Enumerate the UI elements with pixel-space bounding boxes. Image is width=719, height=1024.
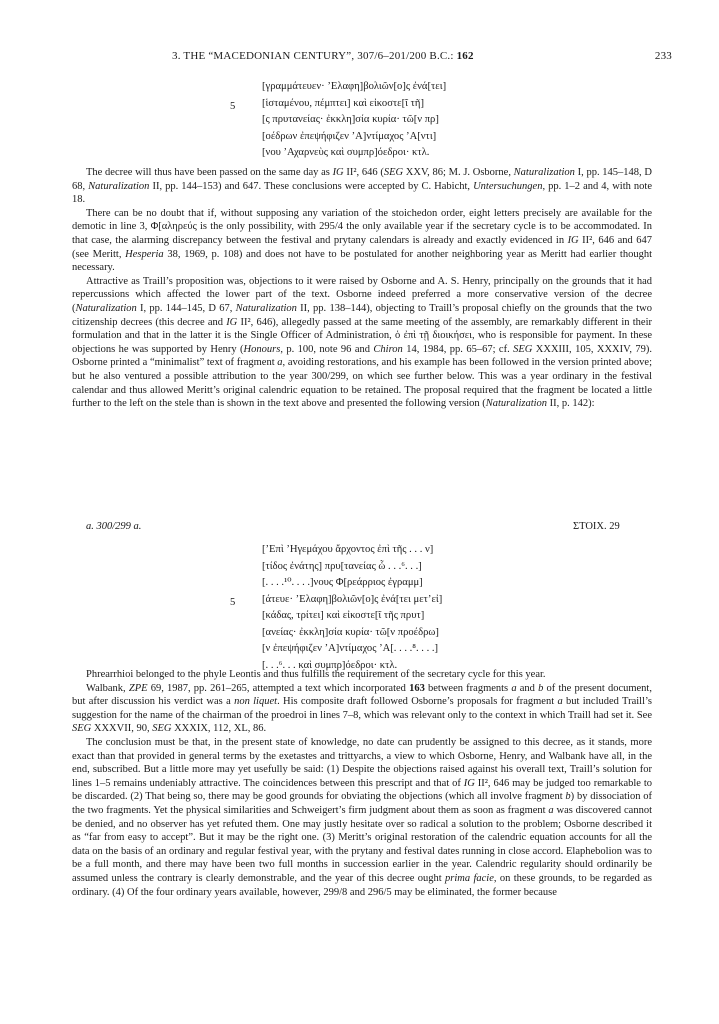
- running-title: 3. THE “MACEDONIAN CENTURY”, 307/6–201/200 B.C.: 162: [172, 50, 474, 62]
- inscription-line-number: 5: [230, 101, 236, 112]
- italic-text: IG: [332, 167, 344, 178]
- inscription-line: [τίδος ἐνάτης] πρυ[τανείας ὧ . . .⁶. . .]: [262, 560, 422, 572]
- italic-text: SEG: [513, 343, 533, 355]
- text-run: , on these grounds, to be regarded as ordinary. (4) Of the four ordinary years available, however, 299/8 and 296/5 may be eliminated, the former because: [72, 872, 652, 898]
- italic-text: SEG: [383, 167, 404, 178]
- text-run: XXV, 86; M. J. Osborne,: [403, 167, 514, 178]
- paragraph: [72, 166, 652, 207]
- italic-text: non liquet: [234, 696, 278, 708]
- inscription-line: [νου ’Αχαρνεὺς καὶ συμπρ]όεδροι· κτλ.: [262, 147, 430, 158]
- text-run: 14, 1984, pp. 65–67; cf.: [402, 343, 514, 355]
- text-run: There can be no doubt that if, without supposing any variation of the stoichedon order, eight letters precisely are available for the demotic in line 3, Φ[αληρεύς is the only possibility, with 295/4 the only available year if the secretary cycle is to be accommodated. In that case, the alarming discrepancy between the festival and prytany calendars is already and exactly evidenced in: [72, 207, 652, 246]
- inscription-line: [’Επὶ ’Ηγεμάχου ἄρχοντος ἐπὶ τῆς . . . ν]: [262, 544, 434, 555]
- italic-text: Hesperia: [125, 248, 164, 260]
- paragraph: [72, 668, 652, 682]
- text-run: Walbank,: [86, 682, 129, 694]
- text-run: , avoiding restorations, and his example has been followed in the version printed above; but he also ventured a possible attribution to the year 300/299, on which see further below. This was a year ordinary in the festival calendar and thus allowed Meritt’s original calendric equation to be retained. The proposal required that the fragment be located a little further to the left on the stele than is shown in the text above and presented the following version (: [72, 357, 652, 410]
- italic-text: prima facie: [445, 872, 494, 884]
- inscription-line: [. . . .¹⁰. . . .]νους Φ[ρεάρριος ἐγραμμ]: [262, 577, 423, 588]
- italic-text: Naturalization: [235, 302, 297, 314]
- text-run: ) by dissociation of the two fragments. Yet the physical similarities and Schweigert’s firm judgment about them as soon as fragment: [72, 791, 652, 816]
- paragraph: [72, 275, 652, 411]
- text-run: II, p. 142):: [547, 398, 595, 410]
- inscription-line: [γραμμάτευεν· ’Ελαφη]βολιῶν[ο]ς ἐνά[τει]: [262, 81, 447, 92]
- inscription-line: [ν ἐπεψήφιζεν ’Α]ντίμαχος ’Α[. . . .⁸. . . .]: [262, 643, 439, 654]
- body-text-section-1: [72, 166, 652, 411]
- text-run: II², 646 and 647 (see Meritt,: [72, 234, 652, 260]
- page-number: 233: [654, 50, 672, 62]
- inscription-line: [. . .⁶. . . καὶ συμπρ]όεδροι· κτλ.: [262, 659, 398, 671]
- inscription-line: [ς πρυτανείας· ἐκκλη]σία κυρία· τῶ[ν πρ]: [262, 114, 439, 125]
- text-run: was discovered cannot be denied, and no observer has yet refuted them. One may justly hesitate over so radical a solution to the problem; Osborne described it as “far from easy to accept”. But it may be the right one. (3) Meritt’s original restoration of the calendric equation accounts for all the data on the basis of an ordinary and regular festival year, with the prytany and festival dates running in close accord. Elaphebolion was to be a full month, and there may have been two full months in succession earlier in the year. Calendric regularity should ordinarily be assumed unless the contrary is clearly demonstrable, and the year of this decree ought: [72, 804, 652, 884]
- italic-text: Naturalization: [485, 398, 548, 410]
- inscription-line: [ανείας· ἐκκλη]σία κυρία· τῶ[ν προέδρω]: [262, 626, 439, 638]
- second-text-line-number: 5: [230, 597, 236, 608]
- text-run: between fragments: [424, 682, 512, 694]
- text-run: Phrearrhioi belonged to the phyle Leontis and thus fulfills the requirement of the secretary cycle for this year.: [86, 669, 546, 680]
- italic-text: IG: [567, 234, 579, 246]
- italic-text: Honours: [243, 343, 281, 355]
- text-run: I, pp. 145–148, D 68,: [72, 167, 652, 192]
- text-run: II², 646), allegedly passed at the same meeting of the assembly, are remarkably different in their formulation and that in the latter it is the Single Officer of Administration, ὁ ἐπὶ τῇ διοικήσει, who is responsible for payment. In these objections he was supported by Henry (: [72, 316, 652, 355]
- text-run: I, pp. 144–145, D 67,: [136, 302, 236, 314]
- paragraph: [72, 207, 652, 275]
- text-run: and: [516, 682, 539, 694]
- italic-text: Naturalization: [88, 180, 150, 192]
- italic-text: a: [557, 696, 563, 708]
- text-run: II, pp. 144–153) and 647. These conclusions were accepted by C. Habicht,: [149, 180, 474, 192]
- italic-text: ZPE: [128, 682, 148, 694]
- inscription-line: [ἱσταμένου, πέμπτει] καὶ εἰκοστε[ῖ τῆ]: [262, 97, 424, 109]
- italic-text: Chiron: [373, 343, 403, 355]
- text-run: . His composite draft followed Osborne’s proposals for fragment: [277, 696, 558, 708]
- italic-text: SEG: [72, 723, 92, 735]
- text-run: of the present document, but after discussion his verdict was a: [72, 682, 652, 708]
- paragraph: [72, 736, 652, 899]
- text-run: II², 646 may be judged too remarkable to be discarded. (2) That being so, there may be good grounds for obviating the objections (which all involve fragment: [72, 777, 652, 803]
- text-run: , p. 100, note 96 and: [280, 343, 374, 355]
- inscription-line: [κάδας, τρίτει] καὶ εἰκοστε[ῖ τῆς πρυτ]: [262, 610, 425, 621]
- italic-text: Naturalization: [513, 167, 575, 178]
- text-run: II, pp. 138–144), objecting to Traill’s proposal chiefly on the grounds that the two citizenship decrees (this decree and: [72, 302, 652, 328]
- text-run: XXXIII, 105, XXXIV, 79). Osborne printed a “minimalist” text of fragment: [72, 343, 652, 369]
- italic-text: SEG: [152, 723, 172, 735]
- text-label: a. 300/299 a.: [86, 521, 142, 532]
- body-text-section-2: [72, 668, 652, 899]
- italic-text: IG: [226, 316, 238, 328]
- text-run: II², 646 (: [343, 167, 384, 178]
- text-run: The conclusion must be that, in the present state of knowledge, no date can prudently be assigned to this decree, as it stands, more exact than that provided in general terms by the exetastes and trittyarchs, a view to which Osborne, Henry, and Walbank have all, in the end, subscribed. But a little more may yet usefully be said: (1) Despite the objections raised against his overall text, Traill’s solution for lines 1–5 remains undeniably attractive. The coincidences between this prescript and that of: [72, 736, 652, 789]
- text-run: Attractive as Traill’s proposition was, objections to it were raised by Osborne and A. S. Henry, principally on the grounds that it had repercussions which affected the lower part of the text. Osborne indeed preferred a more conservative version of the decree (: [72, 275, 652, 314]
- paragraph: [72, 682, 652, 736]
- inscription-line: [οέδρων ἐπεψήφιζεν ’Α]ντίμαχος ’Α[ντι]: [262, 130, 437, 142]
- bold-text: 163: [409, 682, 425, 694]
- italic-text: b: [565, 791, 571, 803]
- text-run: 38, 1969, p. 108) and does not have to be postulated for another neighboring year as Meritt had earlier thought necessary.: [72, 248, 652, 274]
- italic-text: a: [548, 804, 554, 816]
- italic-text: b: [538, 682, 544, 694]
- text-run: 69, 1987, pp. 261–265, attempted a text which incorporated: [147, 682, 410, 694]
- italic-text: a: [277, 357, 283, 369]
- italic-text: Untersuchungen: [473, 180, 543, 192]
- text-run: The decree will thus have been passed on the same day as: [86, 167, 333, 178]
- text-run: but included Traill’s suggestion for the name of the chairman of the proedroi in lines 7–8, which was relevant only to the context in which Traill had set it. See: [72, 696, 653, 721]
- stoichedon-count: ΣΤΟΙΧ. 29: [573, 521, 620, 532]
- italic-text: a: [511, 682, 517, 694]
- italic-text: Naturalization: [75, 302, 137, 314]
- text-run: , pp. 1–2 and 4, with note 18.: [72, 180, 652, 206]
- inscription-line: [άτευε· ’Ελαφη]βολιῶν[ο]ς ἐνά[τει μετ’εἰ]: [262, 593, 443, 605]
- text-run: XXXIX, 112, XL, 86.: [171, 723, 267, 735]
- text-run: XXXVII, 90,: [91, 723, 153, 735]
- italic-text: IG: [463, 777, 475, 789]
- running-title-number: 162: [456, 50, 474, 62]
